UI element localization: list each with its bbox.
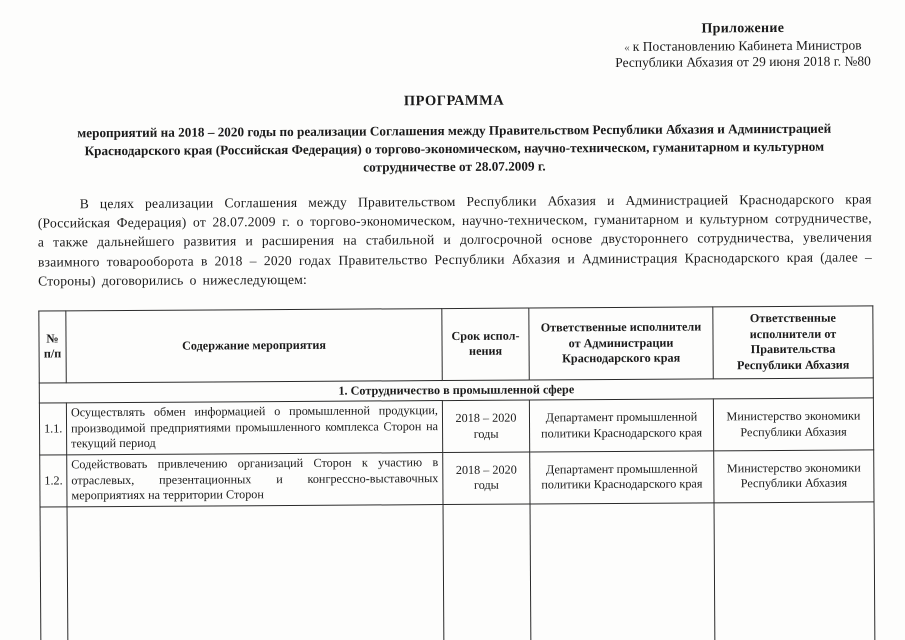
row-resp-krasnodar: Департамент промышленной политики Краснодарского края xyxy=(529,399,713,452)
row-resp-abkhazia: Министерство экономики Республики Абхазия xyxy=(713,398,873,451)
scan-mark: « xyxy=(624,41,630,54)
col-header-content: Содержание мероприятия xyxy=(66,309,442,383)
section-title: 1. Сотрудничество в промышленной сфере xyxy=(39,378,873,404)
row-content: Осуществлять обмен информацией о промышленной продукции, производимой предприятиями промышленного комплекса Сторон на текущий период xyxy=(66,401,442,455)
row-num: 1.1. xyxy=(39,403,66,455)
empty-cell xyxy=(714,502,875,640)
col-header-resp-abkhazia: Ответственные исполнители от Правительства Республики Абхазия xyxy=(713,306,873,378)
program-table xyxy=(38,306,875,640)
empty-cell xyxy=(67,504,444,640)
empty-cell xyxy=(443,504,531,640)
row-num: 1.2. xyxy=(40,455,67,507)
row-content: Содействовать привлечению организаций Сторон к участию в отраслевых, презентационных и конгрессно-выставочных мероприятиях на территории Сторон xyxy=(67,453,443,507)
col-header-resp-krasnodar: Ответственные исполнители от Администрации Краснодарского края xyxy=(529,307,713,380)
annex-line-2-wrap xyxy=(615,37,871,55)
annex-title: Приложение xyxy=(701,20,785,37)
table-row xyxy=(39,398,873,455)
col-header-num: № п/п xyxy=(39,311,66,383)
empty-cell xyxy=(40,507,68,640)
annex-block xyxy=(615,19,871,72)
empty-cell xyxy=(530,503,715,640)
program-subtitle: мероприятий на 2018 – 2020 годы по реализации Соглашения между Правительством Республики Абхазия и Администрацией Краснодарского края (Российская Федерация) о торгово-экономическом, научно-техническом, гуманитарном и культурном сотрудничестве от 28.07.2009 г. xyxy=(77,120,832,175)
row-resp-krasnodar: Департамент промышленной политики Краснодарского края xyxy=(530,451,714,504)
row-term: 2018 – 2020 годы xyxy=(442,400,529,452)
annex-line-2: к Постановлению Кабинета Министров xyxy=(632,36,862,54)
program-title: ПРОГРАММА xyxy=(403,92,505,110)
table-header-row xyxy=(39,306,873,383)
row-resp-abkhazia: Министерство экономики Республики Абхазия xyxy=(714,450,874,503)
annex-line-3: Республики Абхазия от 29 июня 2018 г. №80 xyxy=(615,53,871,71)
table-row-empty xyxy=(40,502,875,640)
intro-paragraph: В целях реализации Соглашения между Правительством Республики Абхазия и Администрацией Краснодарского края (Российская Федерация) от 28.07.2009 г. о торгово-экономическом, научно-техническом, гуманитарном и культурном сотрудничестве, а также дальнейшего развития и расширения на стабильной и долгосрочной основе двустороннего сотрудничества, увеличения взаимного товарооборота в 2018 – 2020 годах Правительство Республики Абхазия и Администрация Краснодарского края (далее – Стороны) договорились о нижеследующем: xyxy=(37,191,873,289)
table-row xyxy=(40,450,874,507)
row-term: 2018 – 2020 годы xyxy=(443,452,530,504)
col-header-term: Срок испол- нения xyxy=(442,308,529,380)
